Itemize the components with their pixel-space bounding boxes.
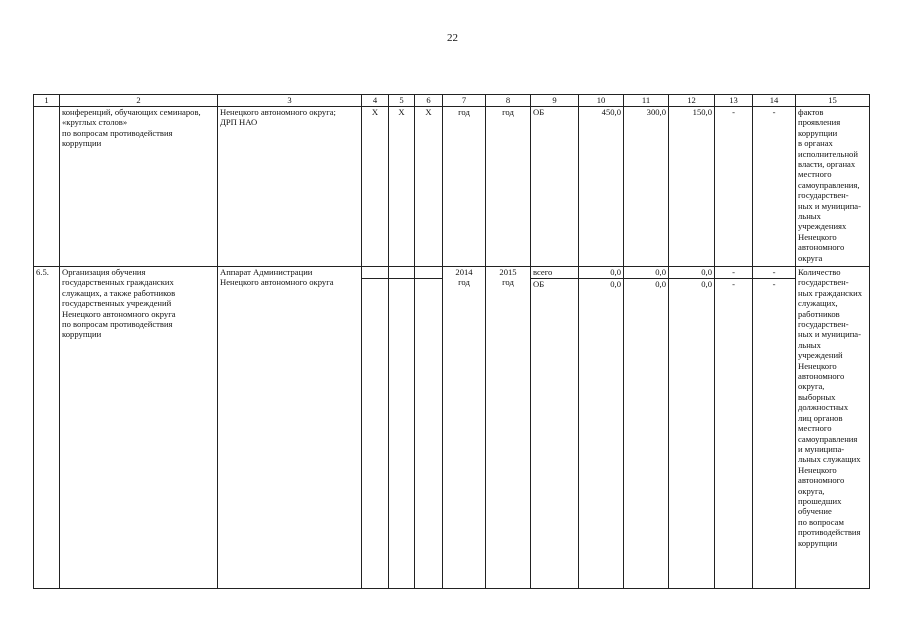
page-number: 22: [447, 32, 458, 44]
column-5-value: Х: [389, 107, 415, 267]
value-total: -: [732, 267, 735, 277]
column-header: 12: [669, 95, 715, 107]
funding-source: [531, 267, 579, 589]
value-total: 0,0: [610, 267, 621, 277]
executor: Ненецкого автономного округа; ДРП НАО: [218, 107, 362, 267]
column-header: 15: [796, 95, 870, 107]
end-year: 2015 год: [486, 267, 531, 589]
value-budget: -: [753, 278, 795, 290]
year-value: [753, 267, 796, 589]
item-number: [34, 107, 60, 267]
column-header: 4: [362, 95, 389, 107]
value-total: 0,0: [655, 267, 666, 277]
column-header: 11: [624, 95, 669, 107]
column-header: 1: [34, 95, 60, 107]
value-total: -: [772, 267, 776, 277]
column-4-value: [362, 267, 389, 589]
column-header: 5: [389, 95, 415, 107]
column-4-value: Х: [362, 107, 389, 267]
column-header: 8: [486, 95, 531, 107]
target-indicator: Количество государствен- ных гражданских служащих, работников государствен- ных и муниципа- льных учреждений Ненецкого автономного округа, выборных должностных лиц органов местного самоуправления и муниципа- льных служащих Ненецкого автономного округа, прошедших обучение по вопросам противодействия коррупции: [796, 267, 870, 589]
table-row: [34, 267, 870, 589]
year-value: [669, 267, 715, 589]
year-value: -: [715, 107, 753, 267]
activity-name: Организация обучения государственных гражданских служащих, а также работников государственных учреждений Ненецкого автономного округа по вопросам противодействия коррупции: [60, 267, 218, 589]
start-year: год: [443, 107, 486, 267]
column-header: 10: [579, 95, 624, 107]
target-indicator: фактов проявления коррупции в органах исполнительной власти, органах местного самоуправления, государствен- ных и муниципа- льных учреждениях Ненецкого автономного округа: [796, 107, 870, 267]
table-row: [34, 107, 870, 267]
column-header: 14: [753, 95, 796, 107]
column-header: 7: [443, 95, 486, 107]
column-6-value: [415, 267, 443, 589]
funding-source-budget: ОБ: [531, 278, 578, 290]
year-value: -: [753, 107, 796, 267]
value-budget: 0,0: [669, 278, 714, 290]
column-header: 6: [415, 95, 443, 107]
total-value: 450,0: [579, 107, 624, 267]
activity-name: конференций, обучающих семинаров, «круглых столов» по вопросам противодействия коррупции: [60, 107, 218, 267]
value-budget: -: [715, 278, 752, 290]
funding-source: ОБ: [531, 107, 579, 267]
column-6-value: Х: [415, 107, 443, 267]
start-year: 2014 год: [443, 267, 486, 589]
executor: Аппарат Администрации Ненецкого автономного округа: [218, 267, 362, 589]
column-header: 2: [60, 95, 218, 107]
column-header: 13: [715, 95, 753, 107]
value-budget: 0,0: [624, 278, 668, 290]
column-5-value: [389, 267, 415, 589]
value-budget: 0,0: [579, 278, 623, 290]
column-number-row: [34, 95, 870, 107]
end-year: год: [486, 107, 531, 267]
year-value: [624, 267, 669, 589]
item-number: 6.5.: [34, 267, 60, 589]
funding-source-total: всего: [533, 267, 553, 277]
year-value: [715, 267, 753, 589]
column-header: 9: [531, 95, 579, 107]
column-header: 3: [218, 95, 362, 107]
program-table: [33, 94, 870, 589]
value-total: 0,0: [701, 267, 712, 277]
year-value: 150,0: [669, 107, 715, 267]
year-value: 300,0: [624, 107, 669, 267]
total-value: [579, 267, 624, 589]
